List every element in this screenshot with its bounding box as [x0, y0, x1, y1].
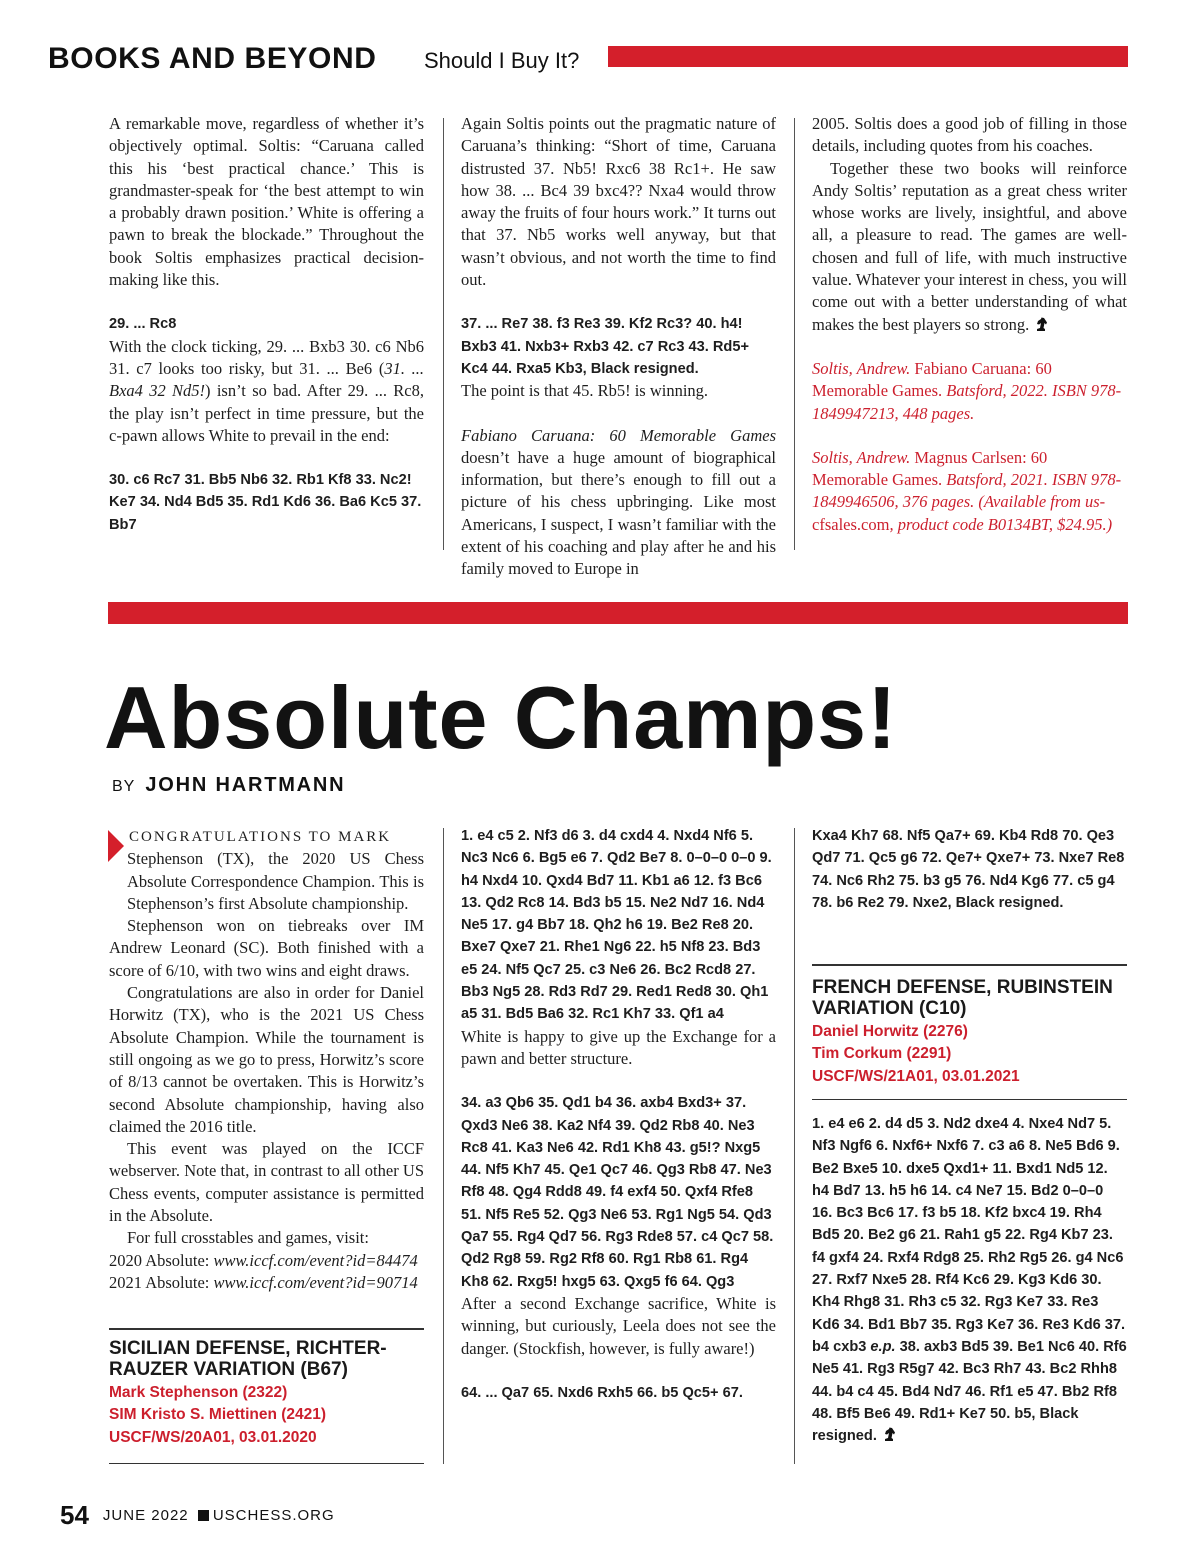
knight-icon — [1033, 316, 1049, 332]
book-reference: Soltis, Andrew. Magnus Carlsen: 60 Memorable Games. Batsford, 2021. ISBN 978-1849946506, 376 pages. (Available from us-cfsales.com, product code B0134BT, $24.95.) — [812, 447, 1122, 534]
paragraph: Together these two books will reinforce Andy Soltis’ reputation as a great chess writer whose works are lively, insightful, and above all, a pleasure to read. The games are well-chosen and full of life, with much instructive value. Whatever your interest in chess, you will come out with a better understanding of what makes the best players so strong. — [812, 158, 1127, 334]
page-footer — [60, 1500, 335, 1536]
top-column-2 — [461, 113, 776, 581]
game-divider — [812, 1099, 1127, 1100]
issue-info: JUNE 2022 USCHESS.ORG — [102, 1507, 335, 1524]
event-link[interactable]: www.iccf.com/event?id=90714 — [213, 1272, 418, 1292]
paragraph: This event was played on the ICCF webserver. Note that, in contrast to all other US Chess events, computer assistance is permitted in the Absolute. — [109, 1139, 424, 1226]
paragraph: Congratulations are also in order for Daniel Horwitz (TX), who is the 2021 US Chess Absolute Champion. While the tournament is still ongoing as we go to press, Horwitz’s score of 8/13 cannot be overtaken. This is Horwitz’s second Absolute championship, having also claimed the 2016 title. — [109, 983, 424, 1136]
body-column-1 — [109, 825, 424, 1294]
paragraph: For full crosstables and games, visit: — [127, 1228, 369, 1248]
game-moves: Kxa4 Kh7 68. Nf5 Qa7+ 69. Kb4 Rd8 70. Qe3 Qd7 71. Qc5 g6 72. Qe7+ Qxe7+ 73. Nxe7 Re8 74. Nc6 Rh2 75. b3 g5 76. Nd4 Kg6 77. c5 g4 78. b6 Re2 79. Nxe2, Black resigned. — [812, 828, 1125, 911]
column-divider — [794, 828, 795, 1464]
paragraph: Fabiano Caruana: 60 Memorable Games doesn’t have a huge amount of biographical information, but there’s enough to fill out a picture of his chess upbringing. Like most Americans, I suspect, I wasn’t familiar with the extent of his coaching and play after he and his family moved to Europe in — [461, 425, 776, 579]
game-moves: 1. e4 e6 2. d4 d5 3. Nd2 dxe4 4. Nxe4 Nd7 5. Nf3 Ngf6 6. Nxf6+ Nxf6 7. c3 a6 8. Ne5 Bd6 9. Be2 Bxe5 10. dxe5 Qxd1+ 11. Bxd1 Nd5 12. h4 Bd7 13. h5 h6 14. c4 Ne7 15. Bd2 0–0–0 16. Bc3 Bc6 17. f3 b5 18. Kf2 bxc4 19. Rh4 Bd5 20. Be2 g6 21. Rah1 g5 22. Rg4 Kb7 23. f4 gxf4 24. Rxf4 Rdg8 25. Rh2 Rg5 26. g4 Nc6 27. Rxf7 Nxe5 28. Rf4 Kc6 29. Kg3 Kd6 30. Kh4 Rhg8 31. Rh3 c5 32. Rg3 Ke7 33. Re3 Kd6 34. Bd1 Bb7 35. Rg3 Ke7 36. Re3 Kd6 37. b4 cxb3 e.p. 38. axb3 Bd5 39. Be1 Nc6 40. Rf6 Ne5 41. Rg3 R5g7 42. Bc3 Rh7 43. Bc2 Rhh8 44. b4 c4 45. Bd4 Nd7 46. Rf1 e5 47. Bb2 Rf8 48. Bf5 Be6 49. Rd1+ Ke7 50. b5, Black resigned. — [812, 1116, 1127, 1445]
event-link[interactable]: www.iccf.com/event?id=84474 — [213, 1250, 418, 1270]
paragraph: Stephenson (TX), the 2020 US Chess Absolute Correspondence Champion. This is Stephenson’s first Absolute championship. — [127, 849, 424, 913]
game-header-2 — [812, 977, 1127, 1088]
white-player: Mark Stephenson (2322) — [109, 1384, 288, 1401]
game-moves: 34. a3 Qb6 35. Qd1 b4 36. axb4 Bxd3+ 37. Qxd3 Ne6 38. Ka2 Nf4 39. Qd2 Rb8 40. Ne3 Rc8 41. Ka3 Ne6 42. Rd1 Kh8 43. g5!? Nxg5 44. Nf5 Kh7 45. Qe1 Qc7 46. Qg3 Rb8 47. Ne3 Rf8 48. Qg4 Rdd8 49. f4 exf4 50. Qxf4 Rfe8 51. Nf5 Re5 52. Qg3 Ne6 53. Rg1 Ng5 54. Qd3 Qa7 55. Rg4 Qd7 56. Rg3 Rde8 57. c4 Qc7 58. Qd2 Rg8 59. Rg2 Rf8 60. Rg1 Rb8 61. Rg4 Kh8 62. Rxg5! hxg5 63. Qxg5 f6 64. Qg3 — [461, 1095, 774, 1290]
paragraph: 2005. Soltis does a good job of filling in those details, including quotes from his coaches. — [812, 114, 1127, 156]
game-divider — [812, 964, 1127, 966]
game-event: USCF/WS/21A01, 03.01.2021 — [812, 1067, 1020, 1085]
black-player: Tim Corkum (2291) — [812, 1045, 952, 1063]
game-moves: 37. ... Re7 38. f3 Re3 39. Kf2 Rc3? 40. h4! Bxb3 41. Nxb3+ Rxb3 42. c7 Rc3 43. Rd5+ Kc4 44. Rxa5 Kb3, Black resigned. — [461, 316, 749, 377]
column-divider — [443, 118, 444, 550]
paragraph: Stephenson won on tiebreaks over IM Andrew Leonard (SC). Both finished with a score of 6/10, with two wins and eight draws. — [109, 916, 424, 980]
section-header — [48, 40, 1128, 80]
annotation: After a second Exchange sacrifice, White is winning, but curiously, Leela does not see the danger. (Stockfish, however, is fully aware!) — [461, 1293, 776, 1358]
paragraph: With the clock ticking, 29. ... Bxb3 30. c6 Nb6 31. c7 looks too risky, but 31. ... Be6 (31. ... Bxa4 32 Nd5!) isn’t so bad. After 29. ... Rc8, the play isn’t perfect in time pressure, but the c-pawn allows White to prevail in the end: — [109, 336, 425, 445]
column-divider — [443, 828, 444, 1464]
game-header-1 — [109, 1338, 429, 1449]
section-title: BOOKS AND BEYOND — [48, 42, 377, 75]
article-title: Absolute Champs! — [104, 668, 898, 767]
event-link-row: 2020 Absolute: www.iccf.com/event?id=84474 — [109, 1250, 418, 1270]
annotation: White is happy to give up the Exchange for a pawn and better structure. — [461, 1026, 776, 1068]
game-divider — [109, 1463, 424, 1464]
separator-square — [198, 1510, 209, 1521]
paragraph: Again Soltis points out the pragmatic nature of Caruana’s thinking: “Short of time, Caruana distrusted 37. Nb5! Rxc6 38 Rc1+. He saw how 38. ... Bc4 39 bxc4?? Nxa4 would throw away the fruits of four hours work.” It turns out that 37. Nb5 works well anyway, but that wasn’t obvious, and not worth the time to find out. — [461, 114, 776, 290]
game-moves-2 — [812, 1113, 1127, 1447]
top-column-1 — [109, 113, 424, 536]
page-number: 54 — [60, 1500, 89, 1530]
game-moves: 29. ... Rc8 — [109, 316, 177, 333]
white-player: Daniel Horwitz (2276) — [812, 1023, 968, 1040]
game-moves: 1. e4 c5 2. Nf3 d6 3. d4 cxd4 4. Nxd4 Nf6 5. Nc3 Nc6 6. Bg5 e6 7. Qd2 Be7 8. 0–0–0 0–0 9. h4 Nxd4 10. Qxd4 Bd7 11. Kb1 a6 12. f3 Bc6 13. Qd2 Rc8 14. Bd3 b5 15. Ne2 Nd7 16. Nd4 Ne5 17. g4 Bb7 18. Qh2 h6 19. Be2 Re8 20. Bxe7 Qxe7 21. Rhe1 Ng6 22. h5 Nf8 23. Bd3 e5 24. Nf5 Qc7 25. c3 Ne6 26. Bc2 Rcd8 27. Bb3 Ng5 28. Rd3 Rd7 29. Red1 Red8 30. Qh1 a5 31. Bd5 Ba6 32. Rc1 Kh7 33. Qf1 a4 — [461, 828, 772, 1023]
paragraph — [109, 825, 424, 848]
black-player: SIM Kristo S. Miettinen (2421) — [109, 1406, 327, 1424]
byline: BY JOHN HARTMANN — [112, 774, 346, 796]
column-divider — [794, 118, 795, 550]
paragraph: A remarkable move, regardless of whether it’s objectively optimal. Soltis: “Caruana called this his ‘best practical chance.’ This is grandmaster-speak for ‘the best attempt to win a probably drawn position.’ White is offering a pawn to break the blockade.” Throughout the book Soltis emphasizes practical decision-making like this. — [109, 114, 424, 290]
game-divider — [109, 1328, 424, 1330]
game-moves: 64. ... Qa7 65. Nxd6 Rxh5 66. b5 Qc5+ 67. — [461, 1384, 743, 1401]
top-column-3 — [812, 113, 1127, 536]
event-link-row: 2021 Absolute: www.iccf.com/event?id=90714 — [109, 1272, 418, 1292]
author-name: JOHN HARTMANN — [145, 774, 346, 796]
body-column-3 — [812, 825, 1127, 914]
lead-in: CONGRATULATIONS TO MARK — [129, 829, 392, 845]
section-subtitle: Should I Buy It? — [424, 48, 580, 73]
game-title: FRENCH DEFENSE, RUBINSTEIN VARIATION (C10) — [812, 977, 1113, 1019]
section-divider-bar — [108, 602, 1128, 624]
site-url[interactable]: USCHESS.ORG — [212, 1507, 335, 1524]
book-reference: Soltis, Andrew. Fabiano Caruana: 60 Memorable Games. Batsford, 2022. ISBN 978-1849947213, 448 pages. — [812, 358, 1122, 423]
game-moves: 30. c6 Rc7 31. Bb5 Nb6 32. Rb1 Kf8 33. Nc2! Ke7 34. Nd4 Bd5 35. Rd1 Kd6 36. Ba6 Kc5 37. Bb7 — [109, 472, 422, 533]
knight-icon — [881, 1426, 897, 1442]
game-event: USCF/WS/20A01, 03.01.2020 — [109, 1428, 317, 1446]
game-title: SICILIAN DEFENSE, RICHTER-RAUZER VARIATION (B67) — [109, 1338, 387, 1380]
header-accent-bar — [608, 46, 1128, 67]
paragraph: The point is that 45. Rb5! is winning. — [461, 381, 709, 401]
body-column-2 — [461, 825, 776, 1404]
